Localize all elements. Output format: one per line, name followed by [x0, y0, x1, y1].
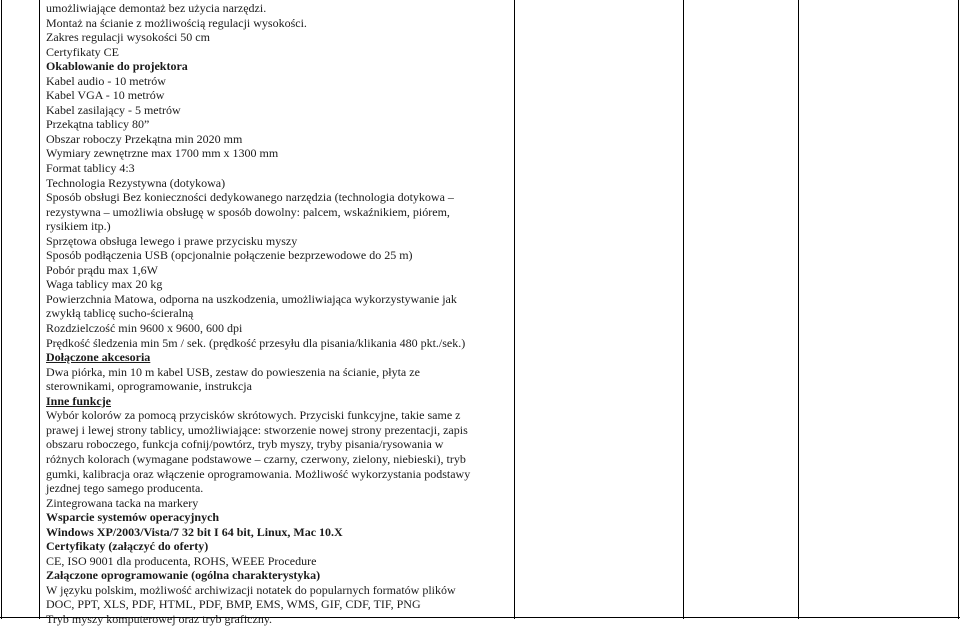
spec-heading: Windows XP/2003/Vista/7 32 bit I 64 bit, Linux, Mac 10.X	[46, 524, 343, 539]
spec-line: Zakres regulacji wysokości 50 cm	[46, 30, 210, 45]
spec-line: Sposób podłączenia USB (opcjonalnie połączenie bezprzewodowe do 25 m)	[46, 248, 413, 263]
spec-line: Pobór prądu max 1,6W	[46, 262, 158, 277]
spec-line: różnych kolorach (wymagane podstawowe – czarny, czerwony, zielony, niebieski), tryb	[46, 451, 466, 466]
spec-line: umożliwiające demontaż bez użycia narzędzi.	[46, 1, 267, 15]
column-divider	[39, 0, 40, 619]
spec-line: jezdnej tego samego producenta.	[46, 481, 204, 496]
spec-line: Waga tablicy max 20 kg	[46, 277, 163, 292]
spec-heading: Certyfikaty (załączyć do oferty)	[46, 539, 209, 554]
column-divider	[683, 0, 684, 619]
column-divider	[798, 0, 799, 619]
spec-line: Przekątna tablicy 80”	[46, 117, 150, 132]
spec-line: rysikiem itp.)	[46, 219, 111, 234]
spec-line: DOC, PPT, XLS, PDF, HTML, PDF, BMP, EMS, WMS, GIF, CDF, TIF, PNG	[46, 597, 421, 612]
spec-line: Wymiary zewnętrzne max 1700 mm x 1300 mm	[46, 146, 279, 161]
spec-line: Wybór kolorów za pomocą przycisków skrótowych. Przyciski funkcyjne, takie same z	[46, 408, 461, 423]
spec-heading: Inne funkcje	[46, 393, 112, 408]
spec-line: W języku polskim, możliwość archiwizacji notatek do popularnych formatów plików	[46, 582, 456, 597]
spec-line: zwykłą tablicę sucho-ścieralną	[46, 306, 194, 321]
spec-heading: Wsparcie systemów operacyjnych	[46, 510, 220, 525]
spec-line: rezystywna – umożliwia obsługę w sposób dowolny: palcem, wskaźnikiem, piórem,	[46, 204, 450, 219]
spec-line: Certyfikaty CE	[46, 44, 119, 59]
spec-line: Prędkość śledzenia min 5m / sek. (prędkość przesyłu dla pisania/klikania 480 pkt./sek.)	[46, 335, 466, 350]
column-divider	[514, 0, 515, 619]
table-border-left	[1, 0, 2, 619]
spec-line: Sposób obsługi Bez konieczności dedykowanego narzędzia (technologia dotykowa –	[46, 190, 454, 205]
spec-line: Sprzętowa obsługa lewego i prawe przycisku myszy	[46, 233, 298, 248]
spec-line: prawej i lewej strony tablicy, umożliwiające: stworzenie nowej strony prezentacji, zapis	[46, 422, 468, 437]
spec-line: Kabel audio - 10 metrów	[46, 73, 166, 88]
spec-line: Kabel zasilający - 5 metrów	[46, 102, 181, 117]
spec-line: Rozdzielczość min 9600 x 9600, 600 dpi	[46, 321, 243, 336]
table-border-right	[958, 0, 959, 619]
spec-line: obszaru roboczego, funkcja cofnij/powtórz, tryb myszy, tryby pisania/rysowania w	[46, 437, 444, 452]
spec-line: Kabel VGA - 10 metrów	[46, 88, 165, 103]
spec-line: gumki, kalibracja oraz włączenie oprogramowania. Możliwość wykorzystania podstawy	[46, 466, 471, 481]
spec-line: Obszar roboczy Przekątna min 2020 mm	[46, 131, 243, 146]
spec-heading: Załączone oprogramowanie (ogólna charakterystyka)	[46, 568, 321, 583]
spec-line: Zintegrowana tacka na markery	[46, 495, 199, 510]
spec-heading: Okablowanie do projektora	[46, 59, 188, 74]
spec-line: Montaż na ścianie z możliwością regulacji wysokości.	[46, 15, 307, 30]
spec-line: Technologia Rezystywna (dotykowa)	[46, 175, 226, 190]
spec-line: Tryb myszy komputerowej oraz tryb graficzny.	[46, 611, 273, 626]
spec-line: Dwa piórka, min 10 m kabel USB, zestaw do powieszenia na ścianie, płyta ze	[46, 364, 420, 379]
spec-line: Format tablicy 4:3	[46, 161, 135, 176]
spec-line: sterownikami, oprogramowanie, instrukcja	[46, 379, 252, 394]
spec-heading: Dołączone akcesoria	[46, 350, 151, 365]
specification-cell	[46, 1, 486, 627]
spec-line: CE, ISO 9001 dla producenta, ROHS, WEEE Procedure	[46, 553, 317, 568]
spec-line: Powierzchnia Matowa, odporna na uszkodzenia, umożliwiająca wykorzystywanie jak	[46, 291, 457, 306]
